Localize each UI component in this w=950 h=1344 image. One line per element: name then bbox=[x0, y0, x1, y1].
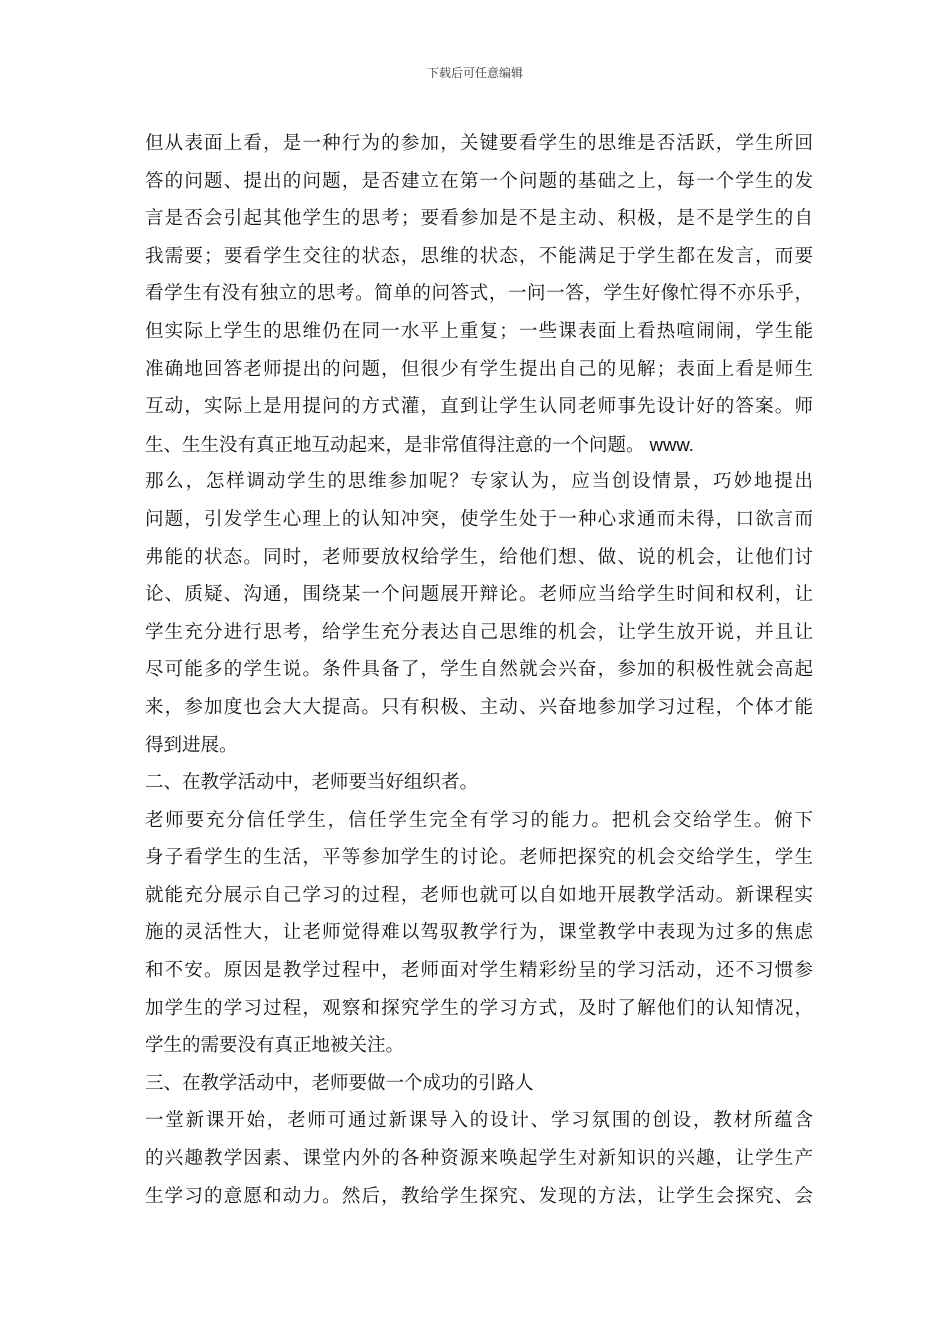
text-line: 和不安。原因是教学过程中，老师面对学生精彩纷呈的学习活动，还不习惯参 bbox=[145, 960, 813, 982]
text-line: 准确地回答老师提出的问题，但很少有学生提出自己的见解；表面上看是师生 bbox=[145, 358, 813, 380]
text-line: 互动，实际上是用提问的方式灌，直到让学生认同老师事先设计好的答案。师 bbox=[145, 396, 813, 418]
text-line: 论、质疑、沟通，围绕某一个问题展开辩论。老师应当给学生时间和权利，让 bbox=[145, 584, 813, 606]
text-line bbox=[145, 426, 813, 464]
text-line: 那么，怎样调动学生的思维参加呢？专家认为，应当创设情景，巧妙地提出 bbox=[145, 471, 813, 493]
section-heading: 二、在教学活动中，老师要当好组织者。 bbox=[145, 772, 479, 794]
section-heading: 三、在教学活动中，老师要做一个成功的引路人 bbox=[145, 1072, 534, 1094]
text-line: 但实际上学生的思维仍在同一水平上重复；一些课表面上看热喧闹闹，学生能 bbox=[145, 320, 813, 342]
text-line: 看学生有没有独立的思考。简单的问答式，一问一答，学生好像忙得不亦乐乎， bbox=[145, 283, 813, 305]
text-line: 来，参加度也会大大提高。只有积极、主动、兴奋地参加学习过程，个体才能 bbox=[145, 696, 813, 718]
text-line: 但从表面上看，是一种行为的参加，关键要看学生的思维是否活跃，学生所回 bbox=[145, 133, 813, 154]
text-line: 学生充分进行思考，给学生充分表达自己思维的机会，让学生放开说，并且让 bbox=[145, 621, 813, 643]
page-header: 下载后可任意编辑 bbox=[426, 66, 523, 80]
text-line: 就能充分展示自己学习的过程，老师也就可以自如地开展教学活动。新课程实 bbox=[145, 884, 813, 906]
text-segment: 生、生生没有真正地互动起来，是非常值得注意的一个问题。 bbox=[145, 434, 645, 456]
document-body bbox=[145, 125, 813, 1215]
text-line: 施的灵活性大，让老师觉得难以驾驭教学行为，课堂教学中表现为过多的焦虑 bbox=[145, 922, 813, 944]
text-line: 学生的需要没有真正地被关注。 bbox=[145, 1035, 405, 1057]
text-line: 加学生的学习过程，观察和探究学生的学习方式，及时了解他们的认知情况， bbox=[145, 997, 813, 1019]
text-line: 尽可能多的学生说。条件具备了，学生自然就会兴奋，参加的积极性就会高起 bbox=[145, 659, 813, 681]
text-line: 老师要充分信任学生，信任学生完全有学习的能力。把机会交给学生。俯下 bbox=[145, 809, 813, 831]
text-line: 言是否会引起其他学生的思考；要看参加是不是主动、积极，是不是学生的自 bbox=[145, 208, 813, 230]
text-line: 我需要；要看学生交往的状态，思维的状态，不能满足于学生都在发言，而要 bbox=[145, 245, 813, 267]
text-line: 一堂新课开始，老师可通过新课导入的设计、学习氛围的创设，教材所蕴含 bbox=[145, 1110, 813, 1132]
text-line: 弗能的状态。同时，老师要放权给学生，给他们想、做、说的机会，让他们讨 bbox=[145, 546, 813, 568]
web-fragment: www. bbox=[644, 433, 694, 455]
text-line: 得到进展。 bbox=[145, 734, 238, 756]
text-line: 问题，引发学生心理上的认知冲突，使学生处于一种心求通而未得，口欲言而 bbox=[145, 508, 813, 530]
text-line: 答的问题、提出的问题，是否建立在第一个问题的基础之上，每一个学生的发 bbox=[145, 170, 813, 192]
text-line: 生学习的意愿和动力。然后，教给学生探究、发现的方法，让学生会探究、会 bbox=[145, 1185, 813, 1207]
text-line: 身子看学生的生活，平等参加学生的讨论。老师把探究的机会交给学生，学生 bbox=[145, 847, 813, 869]
text-line: 的兴趣教学因素、课堂内外的各种资源来唤起学生对新知识的兴趣，让学生产 bbox=[145, 1148, 813, 1170]
